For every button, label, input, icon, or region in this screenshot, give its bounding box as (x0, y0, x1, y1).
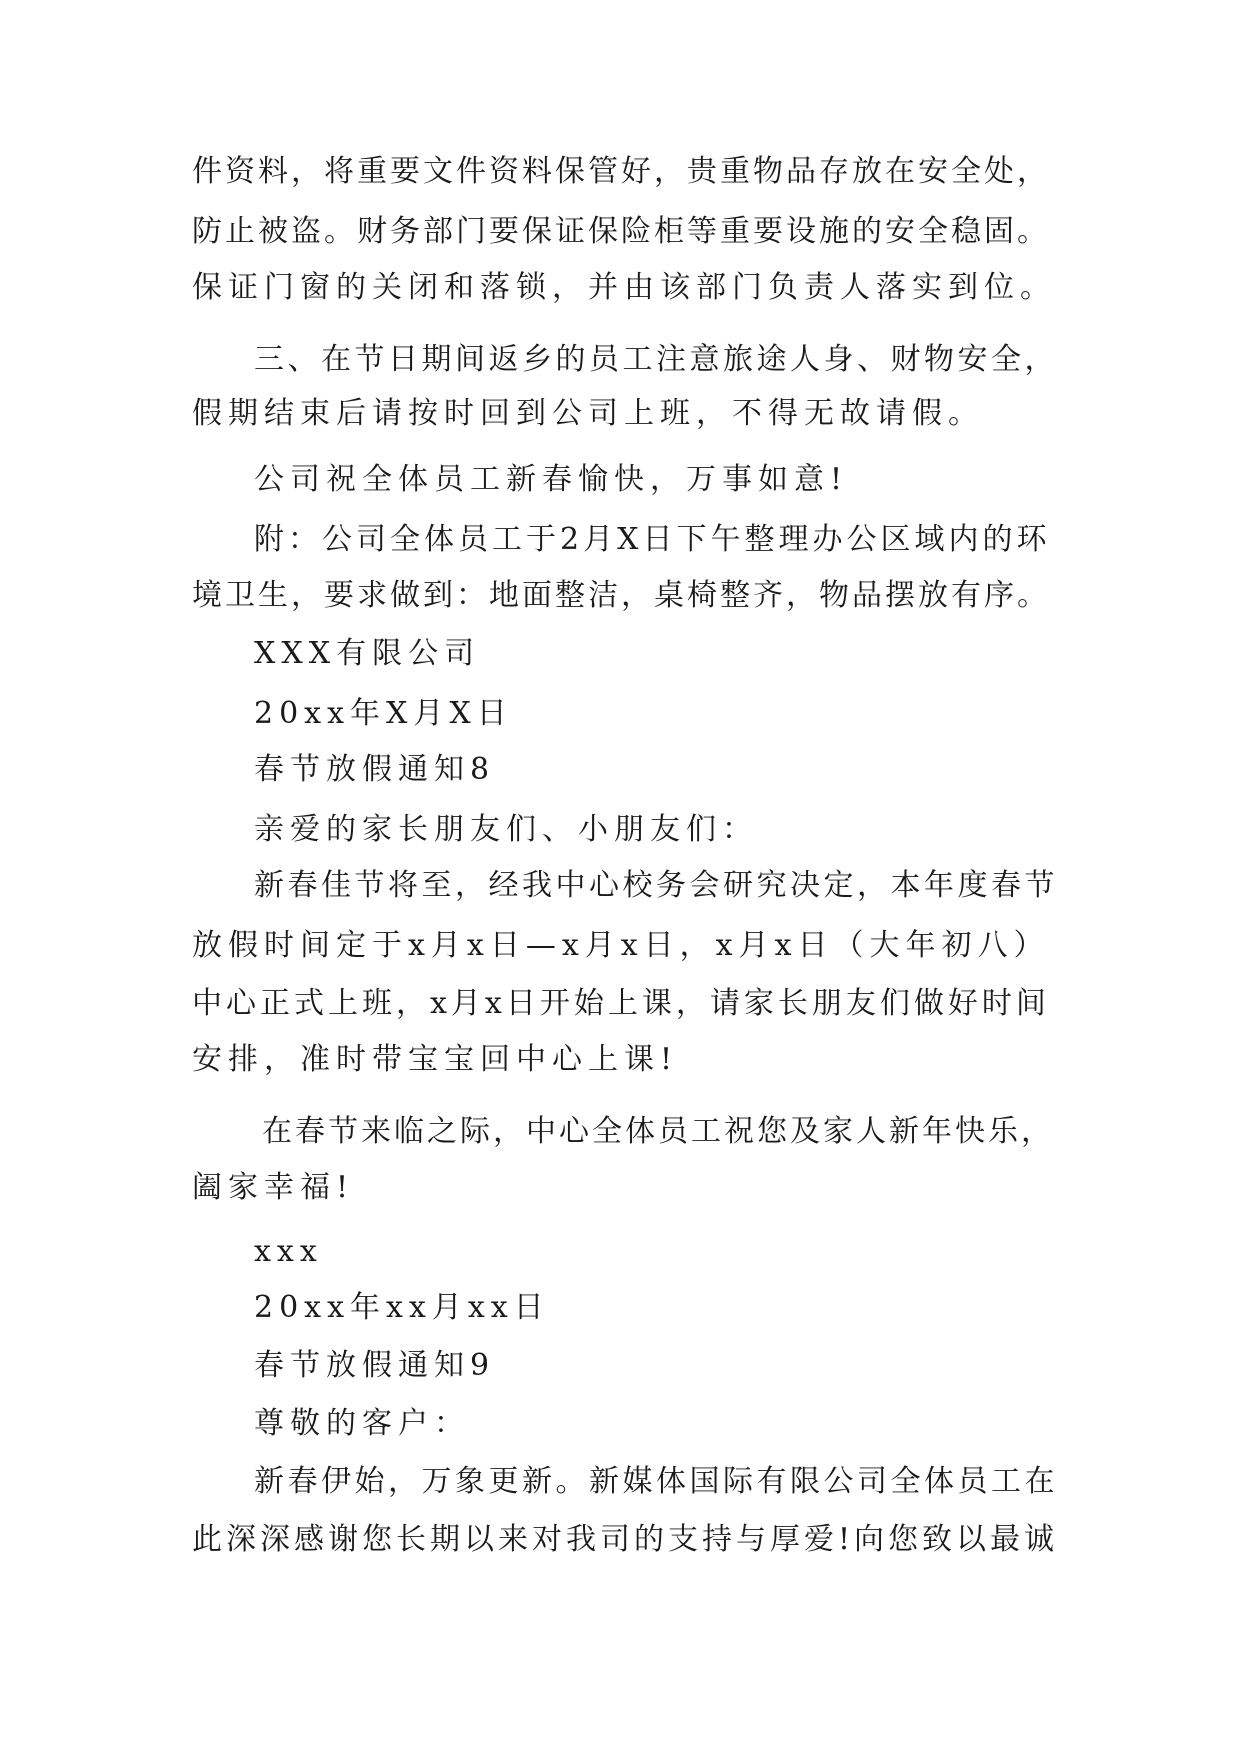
text-line: XXX有限公司 (254, 636, 481, 671)
text-line: 春节放假通知9 (254, 1348, 496, 1383)
text-line: 亲爱的家长朋友们、小朋友们： (254, 812, 758, 847)
text-line: 放假时间定于x月x日—x月x日，x月x日（大年初八） (192, 928, 1050, 963)
text-line: 20xx年X月X日 (254, 696, 513, 731)
text-line: 尊敬的客户： (254, 1406, 470, 1441)
text-line: 假期结束后请按时回到公司上班，不得无故请假。 (192, 396, 984, 431)
text-line: 附：公司全体员工于2月X日下午整理办公区域内的环 (254, 522, 1051, 557)
text-line: 件资料，将重要文件资料保管好，贵重物品存放在安全处， (192, 154, 1050, 189)
text-line: 新春佳节将至，经我中心校务会研究决定，本年度春节 (254, 868, 1058, 903)
text-line: 公司祝全体员工新春愉快，万事如意! (254, 462, 849, 497)
text-line: 三、在节日期间返乡的员工注意旅途人身、财物安全， (254, 342, 1058, 377)
text-line: 在春节来临之际，中心全体员工祝您及家人新年快乐， (262, 1114, 1054, 1149)
text-line: 防止被盗。财务部门要保证保险柜等重要设施的安全稳固。 (192, 214, 1050, 249)
text-line: 安排，准时带宝宝回中心上课! (192, 1042, 679, 1077)
text-line: 中心正式上班，x月x日开始上课，请家长朋友们做好时间 (192, 986, 1050, 1021)
text-line: 新春伊始，万象更新。新媒体国际有限公司全体员工在 (254, 1464, 1058, 1499)
text-line: 阖家幸福! (192, 1170, 355, 1205)
text-line: xxx (254, 1234, 323, 1269)
text-line: 境卫生，要求做到：地面整洁，桌椅整齐，物品摆放有序。 (192, 578, 1050, 613)
text-line: 春节放假通知8 (254, 752, 496, 787)
text-line: 保证门窗的关闭和落锁，并由该部门负责人落实到位。 (192, 270, 1056, 305)
text-line: 此深深感谢您长期以来对我司的支持与厚爱!向您致以最诚 (192, 1522, 1059, 1557)
text-line: 20xx年xx月xx日 (254, 1290, 550, 1325)
